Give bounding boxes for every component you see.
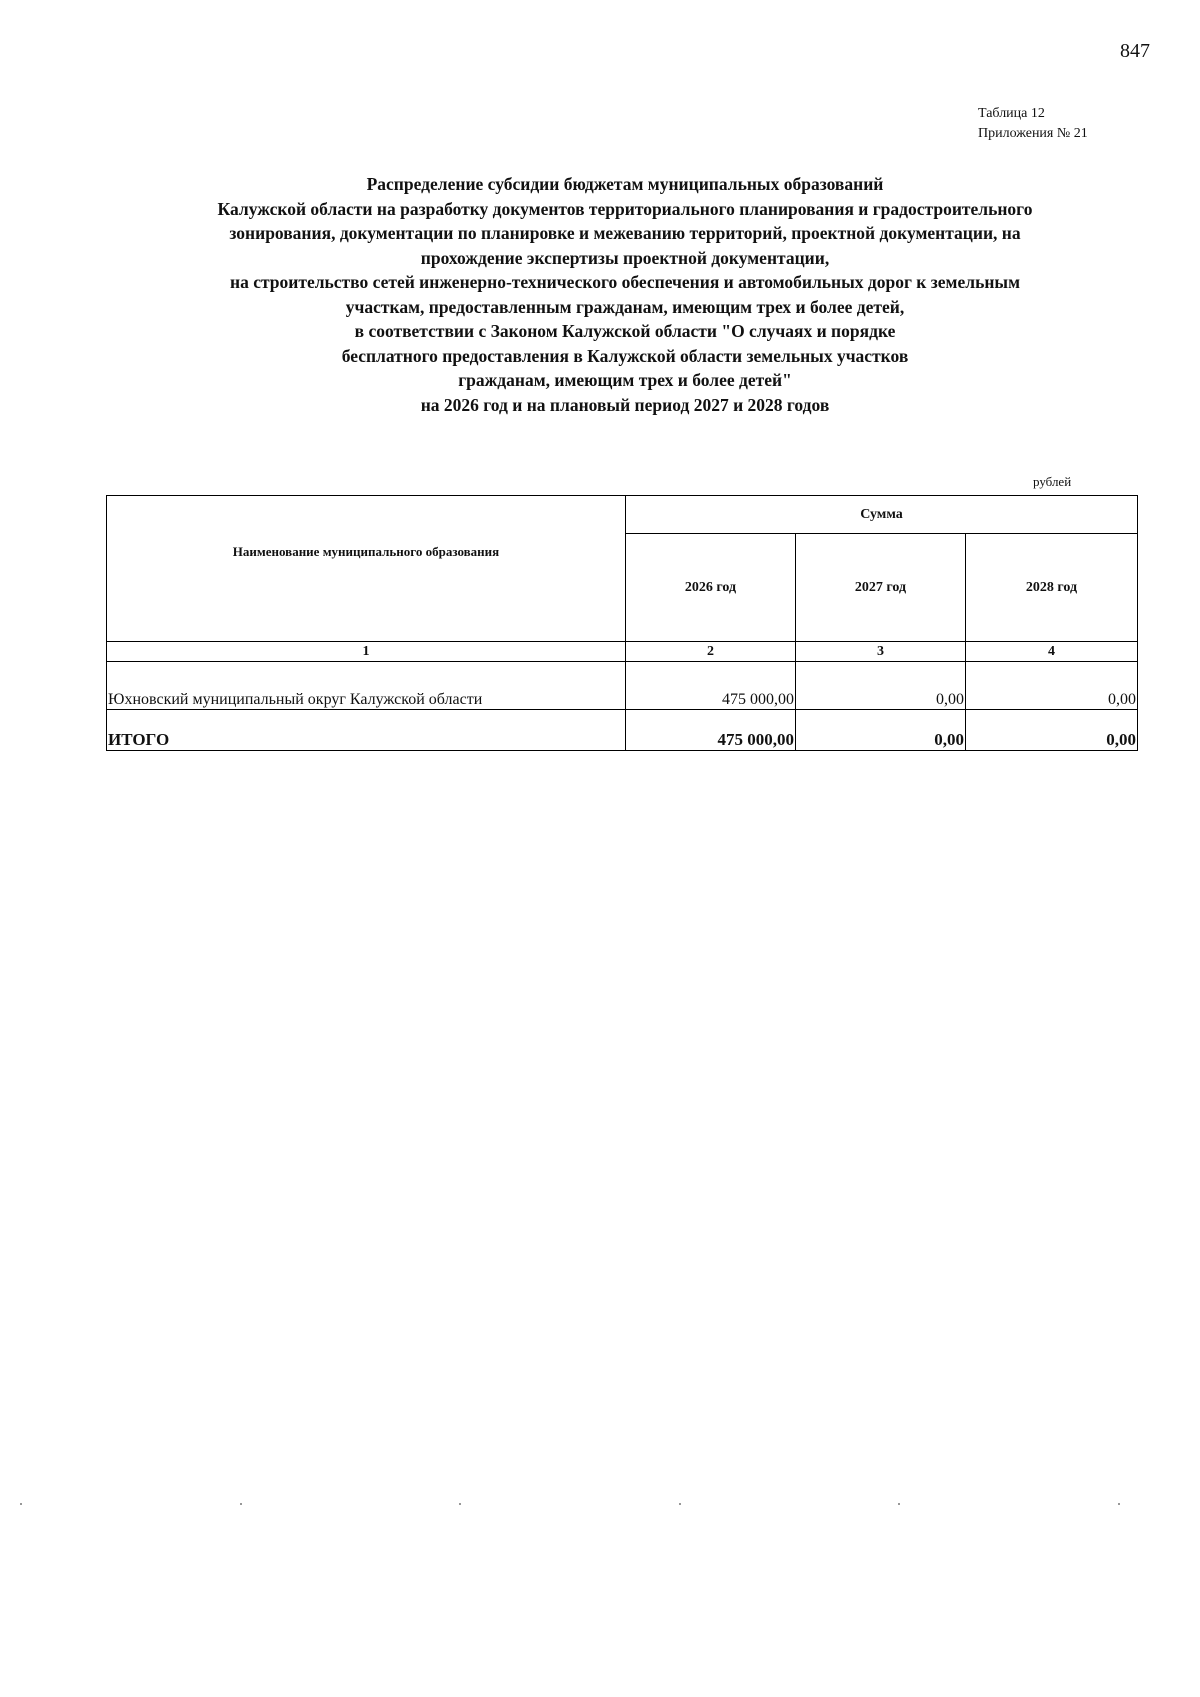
scan-dot: [1118, 1503, 1120, 1505]
title-line: на 2026 год и на плановый период 2027 и 2028 годов: [420, 394, 830, 415]
amount-2026-cell: 475 000,00: [626, 687, 796, 710]
scan-artifact-dots: [20, 1503, 1120, 1505]
table-number-label: Таблица 12: [978, 106, 1045, 121]
spacer-row: [107, 662, 1138, 688]
title-line: Калужской области на разработку документов территориального планирования и градостроительного: [217, 198, 1033, 219]
spacer-cell: [626, 662, 796, 688]
spacer-cell: [107, 662, 626, 688]
column-number: 4: [966, 642, 1138, 662]
header-row: [107, 496, 1138, 534]
total-row: [107, 710, 1138, 751]
total-2027-cell: 0,00: [796, 710, 966, 751]
amount-2028-cell: 0,00: [966, 687, 1138, 710]
page-number: 847: [1120, 40, 1150, 62]
header-name-cell: Наименование муниципального образования: [107, 496, 626, 642]
column-numbers-row: [107, 642, 1138, 662]
title-line: в соответствии с Законом Калужской области "О случаях и порядке: [354, 321, 896, 341]
header-year-2027: 2027 год: [796, 534, 966, 642]
header-year-2028: 2028 год: [966, 534, 1138, 642]
scan-dot: [898, 1503, 900, 1505]
title-line: Распределение субсидии бюджетам муниципальных образований: [366, 174, 884, 194]
title-line: на строительство сетей инженерно-технического обеспечения и автомобильных дорог к земельным: [230, 272, 1020, 292]
total-2028-cell: 0,00: [966, 710, 1138, 751]
total-label-cell: ИТОГО: [107, 710, 626, 751]
appendix-reference: [978, 104, 1088, 144]
table-row: [107, 687, 1138, 710]
scan-dot: [20, 1503, 22, 1505]
total-2026-cell: 475 000,00: [626, 710, 796, 751]
title-line: бесплатного предоставления в Калужской области земельных участков: [341, 345, 909, 366]
municipality-name-cell: Юхновский муниципальный округ Калужской области: [107, 687, 626, 710]
scan-dot: [459, 1503, 461, 1505]
header-sum-cell: Сумма: [626, 496, 1138, 534]
column-number: 1: [107, 642, 626, 662]
units-label: рублей: [1033, 474, 1072, 489]
title-line: зонирования, документации по планировке и межеванию территорий, проектной документации, на: [229, 223, 1021, 243]
title-line: гражданам, имеющим трех и более детей": [458, 370, 792, 390]
header-year-2026: 2026 год: [626, 534, 796, 642]
scan-dot: [679, 1503, 681, 1505]
title-line: прохождение экспертизы проектной документации,: [420, 247, 830, 268]
column-number: 2: [626, 642, 796, 662]
document-title: [100, 172, 1150, 417]
amount-2027-cell: 0,00: [796, 687, 966, 710]
column-number: 3: [796, 642, 966, 662]
spacer-cell: [796, 662, 966, 688]
subsidy-table: [106, 495, 1138, 751]
spacer-cell: [966, 662, 1138, 688]
scan-dot: [240, 1503, 242, 1505]
appendix-number-label: Приложения № 21: [978, 126, 1088, 141]
title-line: участкам, предоставленным гражданам, имеющим трех и более детей,: [345, 296, 905, 317]
